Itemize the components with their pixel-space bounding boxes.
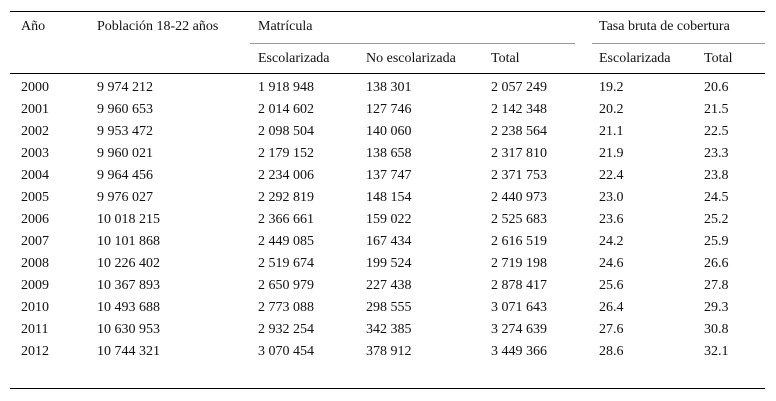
cell-anio: 2002 [21, 124, 49, 139]
cell-no-escolarizada: 127 746 [366, 102, 412, 117]
table-row [0, 121, 776, 143]
cell-tasa-total: 24.5 [704, 190, 729, 205]
cell-tasa-total: 21.5 [704, 102, 729, 117]
table-row [0, 77, 776, 99]
cell-escolarizada: 2 932 254 [258, 322, 314, 337]
cell-tasa-escolarizada: 27.6 [599, 322, 624, 337]
cell-tasa-total: 32.1 [704, 344, 729, 359]
cell-total: 2 371 753 [491, 168, 547, 183]
table-row [0, 341, 776, 363]
cell-total: 2 142 348 [491, 102, 547, 117]
cell-anio: 2001 [21, 102, 49, 117]
table-row [0, 209, 776, 231]
cell-escolarizada: 2 519 674 [258, 256, 314, 271]
header-anio: Año [21, 19, 46, 34]
cell-no-escolarizada: 140 060 [366, 124, 412, 139]
cell-anio: 2012 [21, 344, 49, 359]
header-no-escolarizada: No escolarizada [366, 51, 456, 66]
cell-tasa-escolarizada: 23.6 [599, 212, 624, 227]
table-row [0, 253, 776, 275]
cell-tasa-escolarizada: 21.9 [599, 146, 624, 161]
cell-total: 3 071 643 [491, 300, 547, 315]
cell-total: 2 525 683 [491, 212, 547, 227]
table-row [0, 231, 776, 253]
cell-no-escolarizada: 298 555 [366, 300, 412, 315]
cell-total: 2 317 810 [491, 146, 547, 161]
cell-escolarizada: 2 650 979 [258, 278, 314, 293]
cell-tasa-escolarizada: 22.4 [599, 168, 624, 183]
table-bottom-rule [10, 388, 765, 389]
cell-no-escolarizada: 378 912 [366, 344, 412, 359]
cell-escolarizada: 2 179 152 [258, 146, 314, 161]
cell-tasa-total: 20.6 [704, 80, 729, 95]
cell-total: 2 719 198 [491, 256, 547, 271]
cell-anio: 2010 [21, 300, 49, 315]
cell-total: 2 057 249 [491, 80, 547, 95]
cell-escolarizada: 2 449 085 [258, 234, 314, 249]
cell-no-escolarizada: 148 154 [366, 190, 412, 205]
cell-tasa-escolarizada: 23.0 [599, 190, 624, 205]
cell-tasa-escolarizada: 20.2 [599, 102, 624, 117]
header-matricula: Matrícula [258, 19, 313, 34]
cell-no-escolarizada: 342 385 [366, 322, 412, 337]
cell-total: 2 238 564 [491, 124, 547, 139]
cell-poblacion: 10 101 868 [97, 234, 160, 249]
cell-escolarizada: 2 773 088 [258, 300, 314, 315]
cell-total: 2 878 417 [491, 278, 547, 293]
cell-escolarizada: 1 918 948 [258, 80, 314, 95]
cell-tasa-total: 30.8 [704, 322, 729, 337]
matricula-span-rule [250, 43, 575, 44]
header-tasa-total: Total [704, 51, 733, 66]
cell-no-escolarizada: 167 434 [366, 234, 412, 249]
cell-total: 3 274 639 [491, 322, 547, 337]
table-row [0, 165, 776, 187]
cell-anio: 2003 [21, 146, 49, 161]
cell-no-escolarizada: 227 438 [366, 278, 412, 293]
cell-tasa-escolarizada: 24.6 [599, 256, 624, 271]
cell-anio: 2009 [21, 278, 49, 293]
header-total: Total [491, 51, 520, 66]
cell-anio: 2011 [21, 322, 49, 337]
table-top-rule [10, 11, 765, 12]
cell-no-escolarizada: 199 524 [366, 256, 412, 271]
header-bottom-rule [10, 73, 765, 74]
cell-anio: 2008 [21, 256, 49, 271]
cell-poblacion: 10 744 321 [97, 344, 160, 359]
cell-poblacion: 9 976 027 [97, 190, 153, 205]
cell-anio: 2004 [21, 168, 49, 183]
cell-tasa-total: 23.3 [704, 146, 729, 161]
cell-tasa-total: 25.2 [704, 212, 729, 227]
header-escolarizada: Escolarizada [258, 51, 330, 66]
cell-poblacion: 10 018 215 [97, 212, 160, 227]
cell-escolarizada: 2 366 661 [258, 212, 314, 227]
cell-escolarizada: 2 098 504 [258, 124, 314, 139]
header-tasa-escolarizada: Escolarizada [599, 51, 671, 66]
cell-tasa-escolarizada: 21.1 [599, 124, 624, 139]
cell-no-escolarizada: 138 658 [366, 146, 412, 161]
cell-tasa-total: 29.3 [704, 300, 729, 315]
cell-total: 3 449 366 [491, 344, 547, 359]
cell-tasa-escolarizada: 19.2 [599, 80, 624, 95]
cell-poblacion: 10 226 402 [97, 256, 160, 271]
cell-poblacion: 9 960 021 [97, 146, 153, 161]
table-row [0, 319, 776, 341]
cell-tasa-total: 22.5 [704, 124, 729, 139]
cell-tasa-total: 23.8 [704, 168, 729, 183]
cell-poblacion: 9 953 472 [97, 124, 153, 139]
table-row [0, 297, 776, 319]
cell-tasa-escolarizada: 24.2 [599, 234, 624, 249]
cell-poblacion: 9 964 456 [97, 168, 153, 183]
cell-tasa-total: 25.9 [704, 234, 729, 249]
cell-poblacion: 9 974 212 [97, 80, 153, 95]
cell-anio: 2006 [21, 212, 49, 227]
header-poblacion: Población 18-22 años [97, 19, 219, 34]
cell-tasa-escolarizada: 28.6 [599, 344, 624, 359]
table-row [0, 99, 776, 121]
cell-poblacion: 9 960 653 [97, 102, 153, 117]
cell-poblacion: 10 630 953 [97, 322, 160, 337]
cell-tasa-total: 27.8 [704, 278, 729, 293]
cell-tasa-total: 26.6 [704, 256, 729, 271]
cell-total: 2 440 973 [491, 190, 547, 205]
cell-anio: 2005 [21, 190, 49, 205]
cell-escolarizada: 2 292 819 [258, 190, 314, 205]
cell-tasa-escolarizada: 26.4 [599, 300, 624, 315]
cell-poblacion: 10 367 893 [97, 278, 160, 293]
cell-escolarizada: 2 234 006 [258, 168, 314, 183]
header-tasa-bruta: Tasa bruta de cobertura [599, 19, 730, 34]
cell-anio: 2000 [21, 80, 49, 95]
cell-poblacion: 10 493 688 [97, 300, 160, 315]
tasa-span-rule [592, 43, 765, 44]
table-row [0, 143, 776, 165]
table-row [0, 187, 776, 209]
cell-no-escolarizada: 159 022 [366, 212, 412, 227]
table-row [0, 275, 776, 297]
cell-anio: 2007 [21, 234, 49, 249]
cell-no-escolarizada: 137 747 [366, 168, 412, 183]
cell-tasa-escolarizada: 25.6 [599, 278, 624, 293]
cell-total: 2 616 519 [491, 234, 547, 249]
cell-escolarizada: 3 070 454 [258, 344, 314, 359]
cell-no-escolarizada: 138 301 [366, 80, 412, 95]
cell-escolarizada: 2 014 602 [258, 102, 314, 117]
